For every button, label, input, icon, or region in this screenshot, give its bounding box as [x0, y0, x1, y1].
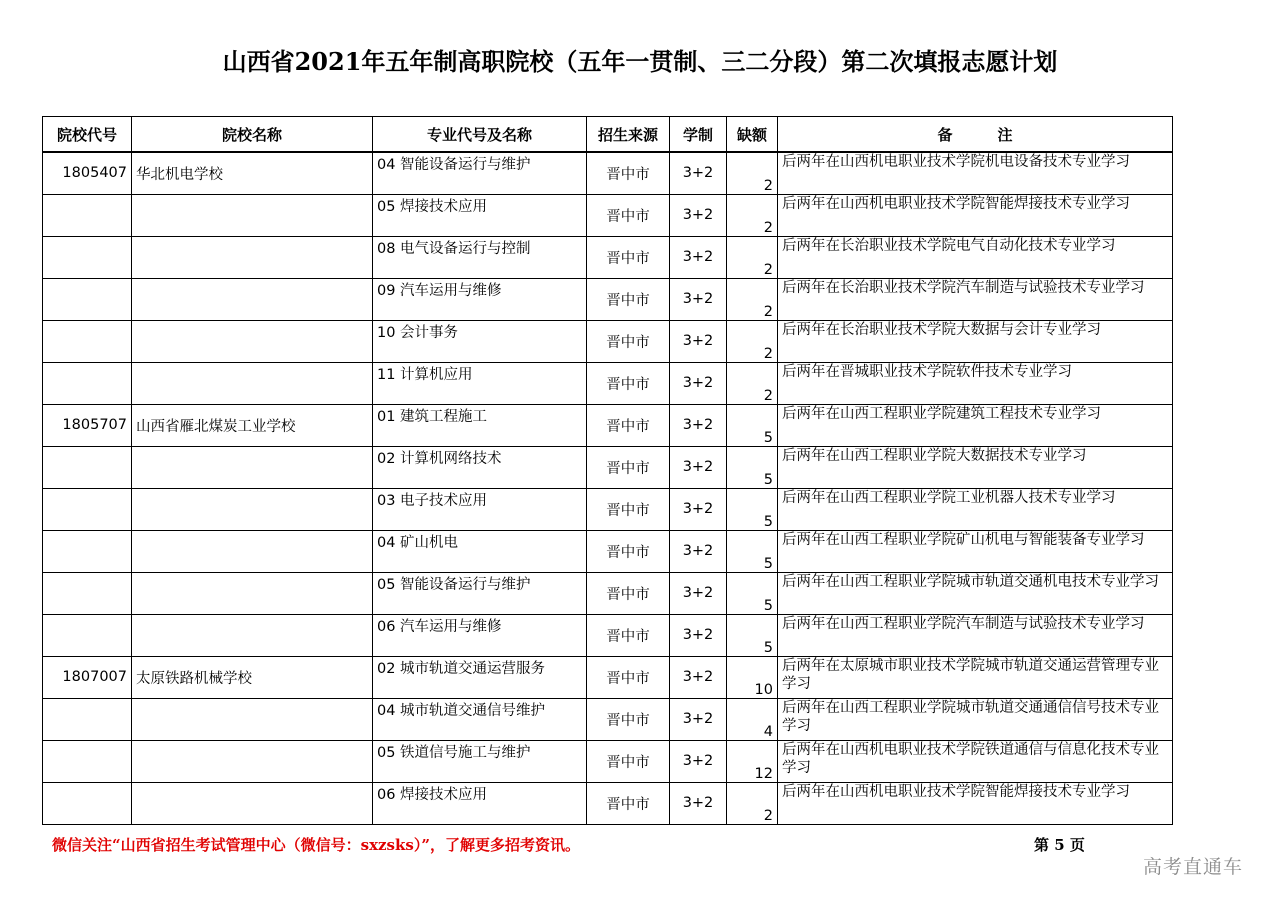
cell-school-code [43, 320, 132, 362]
cell-source: 晋中市 [587, 782, 670, 824]
cell-system: 3+2 [670, 278, 727, 320]
cell-vacancy: 4 [727, 698, 778, 740]
cell-major: 10 会计事务 [373, 320, 587, 362]
cell-system: 3+2 [670, 782, 727, 824]
cell-school-code [43, 278, 132, 320]
cell-remark: 后两年在太原城市职业技术学院城市轨道交通运营管理专业学习 [778, 656, 1173, 698]
cell-vacancy: 12 [727, 740, 778, 782]
header-source: 招生来源 [587, 117, 670, 153]
cell-source: 晋中市 [587, 320, 670, 362]
table-row [43, 530, 1173, 572]
cell-source: 晋中市 [587, 530, 670, 572]
cell-source: 晋中市 [587, 488, 670, 530]
cell-school-name [132, 530, 373, 572]
page-title: 山西省2021年五年制高职院校（五年一贯制、三二分段）第二次填报志愿计划 [222, 47, 1058, 76]
cell-vacancy: 5 [727, 404, 778, 446]
cell-school-name: 山西省雁北煤炭工业学校 [132, 404, 373, 446]
cell-school-code: 1805707 [43, 404, 132, 446]
cell-system: 3+2 [670, 362, 727, 404]
cell-school-code [43, 362, 132, 404]
cell-source: 晋中市 [587, 404, 670, 446]
cell-remark: 后两年在山西工程职业学院建筑工程技术专业学习 [778, 404, 1173, 446]
cell-remark: 后两年在山西工程职业学院城市轨道交通机电技术专业学习 [778, 572, 1173, 614]
cell-system: 3+2 [670, 698, 727, 740]
cell-school-code [43, 446, 132, 488]
cell-school-code [43, 782, 132, 824]
cell-source: 晋中市 [587, 194, 670, 236]
cell-remark: 后两年在山西机电职业技术学院铁道通信与信息化技术专业学习 [778, 740, 1173, 782]
wechat-notice: 微信关注“山西省招生考试管理中心（微信号：sxzsks）”，了解更多招考资讯。 [52, 836, 580, 854]
cell-major: 04 矿山机电 [373, 530, 587, 572]
table-row [43, 446, 1173, 488]
cell-major: 09 汽车运用与维修 [373, 278, 587, 320]
table-row [43, 656, 1173, 698]
cell-school-name [132, 614, 373, 656]
plan-table [42, 116, 1173, 825]
cell-school-name [132, 278, 373, 320]
cell-major: 06 焊接技术应用 [373, 782, 587, 824]
table-row [43, 614, 1173, 656]
cell-school-code [43, 740, 132, 782]
cell-remark: 后两年在长治职业技术学院汽车制造与试验技术专业学习 [778, 278, 1173, 320]
cell-school-name: 太原铁路机械学校 [132, 656, 373, 698]
cell-major: 02 计算机网络技术 [373, 446, 587, 488]
cell-system: 3+2 [670, 152, 727, 194]
cell-system: 3+2 [670, 320, 727, 362]
cell-vacancy: 2 [727, 782, 778, 824]
cell-source: 晋中市 [587, 362, 670, 404]
header-school-name: 院校名称 [132, 117, 373, 153]
table-row [43, 194, 1173, 236]
cell-remark: 后两年在山西工程职业学院矿山机电与智能装备专业学习 [778, 530, 1173, 572]
cell-school-name [132, 446, 373, 488]
cell-vacancy: 2 [727, 236, 778, 278]
cell-vacancy: 2 [727, 152, 778, 194]
table-row [43, 404, 1173, 446]
table-row [43, 236, 1173, 278]
cell-source: 晋中市 [587, 740, 670, 782]
table-row [43, 698, 1173, 740]
cell-school-name: 华北机电学校 [132, 152, 373, 194]
cell-remark: 后两年在长治职业技术学院电气自动化技术专业学习 [778, 236, 1173, 278]
cell-school-code [43, 698, 132, 740]
cell-school-name [132, 236, 373, 278]
table-row [43, 320, 1173, 362]
cell-school-name [132, 740, 373, 782]
cell-source: 晋中市 [587, 572, 670, 614]
cell-vacancy: 2 [727, 278, 778, 320]
cell-major: 05 智能设备运行与维护 [373, 572, 587, 614]
cell-major: 04 城市轨道交通信号维护 [373, 698, 587, 740]
table-row [43, 782, 1173, 824]
cell-vacancy: 5 [727, 572, 778, 614]
cell-system: 3+2 [670, 572, 727, 614]
cell-school-code [43, 194, 132, 236]
table-header-row [43, 117, 1173, 153]
cell-major: 02 城市轨道交通运营服务 [373, 656, 587, 698]
cell-remark: 后两年在山西机电职业技术学院机电设备技术专业学习 [778, 152, 1173, 194]
cell-system: 3+2 [670, 530, 727, 572]
cell-vacancy: 2 [727, 194, 778, 236]
cell-remark: 后两年在山西机电职业技术学院智能焊接技术专业学习 [778, 194, 1173, 236]
header-system: 学制 [670, 117, 727, 153]
cell-school-code: 1807007 [43, 656, 132, 698]
cell-school-code [43, 572, 132, 614]
cell-source: 晋中市 [587, 446, 670, 488]
cell-source: 晋中市 [587, 614, 670, 656]
cell-system: 3+2 [670, 404, 727, 446]
cell-school-name [132, 782, 373, 824]
cell-vacancy: 2 [727, 320, 778, 362]
cell-system: 3+2 [670, 236, 727, 278]
cell-system: 3+2 [670, 194, 727, 236]
cell-major: 08 电气设备运行与控制 [373, 236, 587, 278]
table-row [43, 278, 1173, 320]
cell-system: 3+2 [670, 446, 727, 488]
watermark-logo: 高考直通车 [1143, 856, 1244, 878]
cell-vacancy: 10 [727, 656, 778, 698]
cell-remark: 后两年在长治职业技术学院大数据与会计专业学习 [778, 320, 1173, 362]
header-school-code: 院校代号 [43, 117, 132, 153]
cell-school-name [132, 320, 373, 362]
cell-school-name [132, 698, 373, 740]
cell-source: 晋中市 [587, 236, 670, 278]
cell-source: 晋中市 [587, 152, 670, 194]
cell-system: 3+2 [670, 488, 727, 530]
cell-vacancy: 5 [727, 446, 778, 488]
table-row [43, 572, 1173, 614]
cell-school-code [43, 236, 132, 278]
table-row [43, 740, 1173, 782]
header-vacancy: 缺额 [727, 117, 778, 153]
cell-vacancy: 5 [727, 530, 778, 572]
cell-major: 01 建筑工程施工 [373, 404, 587, 446]
cell-vacancy: 2 [727, 362, 778, 404]
cell-remark: 后两年在山西工程职业学院城市轨道交通通信信号技术专业学习 [778, 698, 1173, 740]
cell-system: 3+2 [670, 656, 727, 698]
cell-remark: 后两年在山西机电职业技术学院智能焊接技术专业学习 [778, 782, 1173, 824]
header-major: 专业代号及名称 [373, 117, 587, 153]
cell-school-code: 1805407 [43, 152, 132, 194]
cell-remark: 后两年在山西工程职业学院工业机器人技术专业学习 [778, 488, 1173, 530]
cell-source: 晋中市 [587, 698, 670, 740]
table-body [43, 152, 1173, 824]
cell-vacancy: 5 [727, 614, 778, 656]
table-row [43, 488, 1173, 530]
cell-school-code [43, 530, 132, 572]
cell-school-name [132, 362, 373, 404]
cell-school-code [43, 614, 132, 656]
cell-source: 晋中市 [587, 278, 670, 320]
cell-system: 3+2 [670, 740, 727, 782]
cell-major: 03 电子技术应用 [373, 488, 587, 530]
cell-major: 05 铁道信号施工与维护 [373, 740, 587, 782]
cell-major: 06 汽车运用与维修 [373, 614, 587, 656]
cell-school-name [132, 194, 373, 236]
cell-remark: 后两年在山西工程职业学院大数据技术专业学习 [778, 446, 1173, 488]
cell-major: 05 焊接技术应用 [373, 194, 587, 236]
cell-remark: 后两年在晋城职业技术学院软件技术专业学习 [778, 362, 1173, 404]
cell-vacancy: 5 [727, 488, 778, 530]
table-row [43, 152, 1173, 194]
cell-system: 3+2 [670, 614, 727, 656]
cell-major: 11 计算机应用 [373, 362, 587, 404]
cell-remark: 后两年在山西工程职业学院汽车制造与试验技术专业学习 [778, 614, 1173, 656]
header-remark: 备 注 [778, 117, 1173, 153]
cell-source: 晋中市 [587, 656, 670, 698]
cell-school-name [132, 488, 373, 530]
page-number: 第 5 页 [1034, 836, 1085, 854]
cell-school-code [43, 488, 132, 530]
cell-major: 04 智能设备运行与维护 [373, 152, 587, 194]
table-row [43, 362, 1173, 404]
cell-school-name [132, 572, 373, 614]
